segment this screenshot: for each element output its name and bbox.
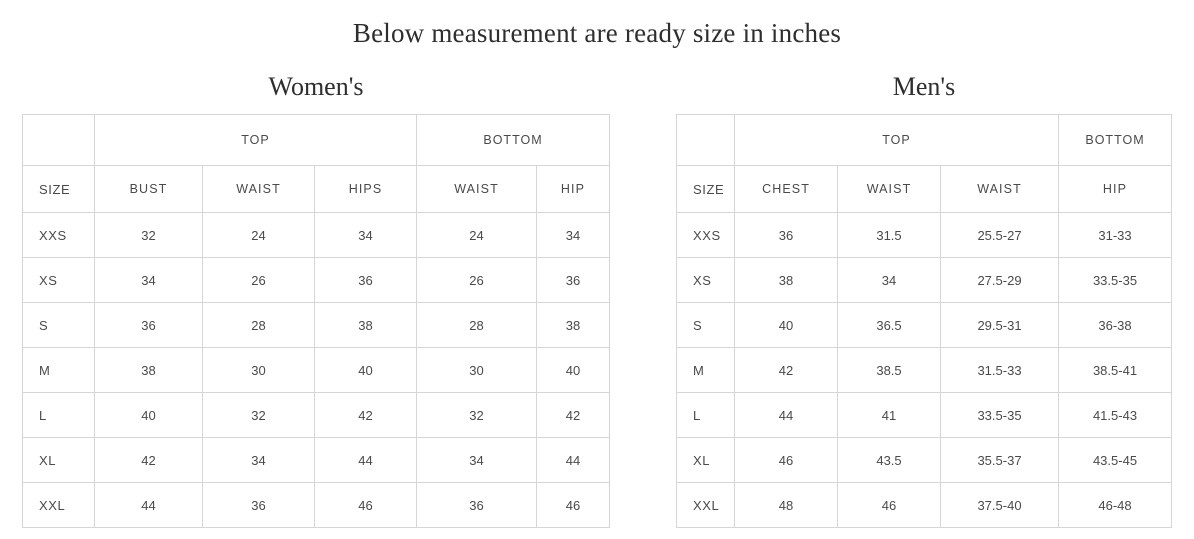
measurement-cell: 32 [417, 393, 537, 438]
measurement-cell: 42 [735, 348, 838, 393]
measurement-cell: 34 [203, 438, 315, 483]
measurement-cell: 38.5-41 [1059, 348, 1172, 393]
measurement-cell: 36 [735, 213, 838, 258]
size-label: XXL [23, 483, 95, 528]
group-header-cell: BOTTOM [1059, 115, 1172, 166]
measurement-cell: 46 [315, 483, 417, 528]
measurement-cell: 46-48 [1059, 483, 1172, 528]
measurement-cell: 34 [95, 258, 203, 303]
table-row [677, 393, 1172, 438]
table-row [23, 348, 610, 393]
measurement-cell: 32 [95, 213, 203, 258]
measurement-cell: 44 [95, 483, 203, 528]
measurement-cell: 40 [315, 348, 417, 393]
page-title: Below measurement are ready size in inches [352, 18, 842, 48]
measurement-cell: 32 [203, 393, 315, 438]
measurement-cell: 25.5-27 [941, 213, 1059, 258]
measurement-cell: 30 [203, 348, 315, 393]
measurement-cell: 36 [203, 483, 315, 528]
measurement-cell: 27.5-29 [941, 258, 1059, 303]
measurement-cell: 44 [735, 393, 838, 438]
table-group-header-row [23, 115, 610, 166]
measurement-cell: 36.5 [838, 303, 941, 348]
measurement-cell: 36 [537, 258, 610, 303]
tables-container [0, 72, 1194, 528]
measurement-cell: 33.5-35 [1059, 258, 1172, 303]
measurement-cell: 26 [203, 258, 315, 303]
measurement-cell: 42 [95, 438, 203, 483]
table-row [23, 438, 610, 483]
measurement-cell: 34 [838, 258, 941, 303]
measurement-cell: 30 [417, 348, 537, 393]
measurement-cell: 37.5-40 [941, 483, 1059, 528]
group-header-cell [23, 115, 95, 166]
size-label: L [677, 393, 735, 438]
measurement-cell: 46 [838, 483, 941, 528]
group-header-cell: TOP [95, 115, 417, 166]
measurement-cell: 41.5-43 [1059, 393, 1172, 438]
measurement-cell: 38.5 [838, 348, 941, 393]
womens-size-block [22, 72, 610, 528]
column-header-cell: WAIST [203, 166, 315, 213]
measurement-cell: 40 [735, 303, 838, 348]
mens-size-block [676, 72, 1172, 528]
table-row [23, 213, 610, 258]
column-header-cell: HIP [537, 166, 610, 213]
column-header-cell: WAIST [417, 166, 537, 213]
group-header-cell [677, 115, 735, 166]
measurement-cell: 43.5-45 [1059, 438, 1172, 483]
measurement-cell: 46 [537, 483, 610, 528]
size-label: XL [23, 438, 95, 483]
measurement-cell: 44 [537, 438, 610, 483]
size-label: M [677, 348, 735, 393]
size-label: XS [23, 258, 95, 303]
table-row [677, 213, 1172, 258]
size-label: L [23, 393, 95, 438]
column-header-cell: WAIST [941, 166, 1059, 213]
size-label: XXS [677, 213, 735, 258]
measurement-cell: 38 [537, 303, 610, 348]
measurement-cell: 28 [203, 303, 315, 348]
table-row [677, 258, 1172, 303]
measurement-cell: 40 [537, 348, 610, 393]
column-header-cell: WAIST [838, 166, 941, 213]
column-header-cell: CHEST [735, 166, 838, 213]
size-label: S [23, 303, 95, 348]
table-row [23, 303, 610, 348]
measurement-cell: 24 [417, 213, 537, 258]
measurement-cell: 35.5-37 [941, 438, 1059, 483]
measurement-cell: 36 [417, 483, 537, 528]
womens-title: Women's [268, 72, 364, 101]
measurement-cell: 46 [735, 438, 838, 483]
size-label: XXL [677, 483, 735, 528]
measurement-cell: 26 [417, 258, 537, 303]
group-header-cell: TOP [735, 115, 1059, 166]
measurement-cell: 33.5-35 [941, 393, 1059, 438]
table-row [677, 348, 1172, 393]
measurement-cell: 38 [95, 348, 203, 393]
table-column-header-row [677, 166, 1172, 213]
measurement-cell: 38 [735, 258, 838, 303]
size-label: XS [677, 258, 735, 303]
size-label: XXS [23, 213, 95, 258]
measurement-cell: 31-33 [1059, 213, 1172, 258]
measurement-cell: 44 [315, 438, 417, 483]
table-row [677, 483, 1172, 528]
table-row [23, 258, 610, 303]
size-label: M [23, 348, 95, 393]
measurement-cell: 36 [315, 258, 417, 303]
measurement-cell: 36 [95, 303, 203, 348]
table-row [23, 393, 610, 438]
mens-title: Men's [892, 72, 956, 101]
measurement-cell: 40 [95, 393, 203, 438]
column-header-cell: HIPS [315, 166, 417, 213]
column-header-cell: SIZE [23, 166, 95, 213]
table-row [677, 438, 1172, 483]
table-group-header-row [677, 115, 1172, 166]
column-header-cell: BUST [95, 166, 203, 213]
measurement-cell: 43.5 [838, 438, 941, 483]
measurement-cell: 34 [315, 213, 417, 258]
measurement-cell: 38 [315, 303, 417, 348]
measurement-cell: 41 [838, 393, 941, 438]
column-header-cell: SIZE [677, 166, 735, 213]
measurement-cell: 34 [417, 438, 537, 483]
measurement-cell: 36-38 [1059, 303, 1172, 348]
measurement-cell: 31.5 [838, 213, 941, 258]
table-row [23, 483, 610, 528]
measurement-cell: 42 [315, 393, 417, 438]
size-label: XL [677, 438, 735, 483]
table-column-header-row [23, 166, 610, 213]
measurement-cell: 34 [537, 213, 610, 258]
measurement-cell: 29.5-31 [941, 303, 1059, 348]
measurement-cell: 42 [537, 393, 610, 438]
measurement-cell: 31.5-33 [941, 348, 1059, 393]
measurement-cell: 28 [417, 303, 537, 348]
womens-size-table [22, 114, 610, 528]
column-header-cell: HIP [1059, 166, 1172, 213]
size-label: S [677, 303, 735, 348]
measurement-cell: 48 [735, 483, 838, 528]
table-row [677, 303, 1172, 348]
mens-size-table [676, 114, 1172, 528]
group-header-cell: BOTTOM [417, 115, 610, 166]
measurement-cell: 24 [203, 213, 315, 258]
